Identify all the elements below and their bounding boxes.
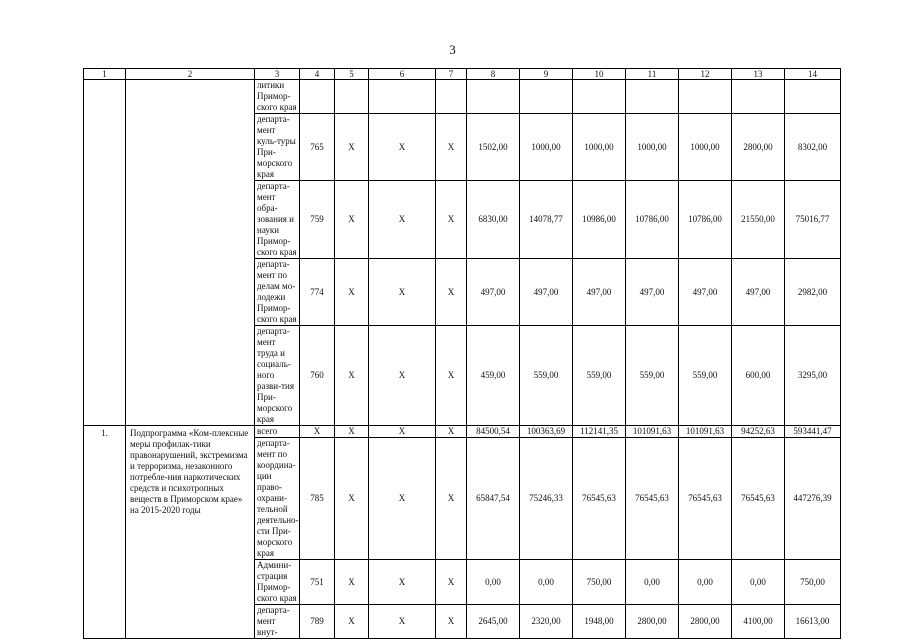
code-cell: Х <box>369 114 436 181</box>
header-row <box>84 69 841 80</box>
amount-cell <box>467 80 520 114</box>
code-cell: Х <box>436 181 467 259</box>
subprogram-name: Подпрограмма «Ком-плексные меры профилак-тики правонарушений, экстремизма и терроризма, незаконного потребле-ния наркотических средств и психотропных веществ в Приморском крае» на 2015-2020 годы <box>126 426 255 639</box>
column-header: 14 <box>785 69 841 80</box>
code-cell: Х <box>369 259 436 326</box>
amount-cell: 2320,00 <box>520 605 573 639</box>
column-header: 12 <box>679 69 732 80</box>
amount-cell: 112141,35 <box>573 426 626 438</box>
code-cell: Х <box>369 181 436 259</box>
code-cell: Х <box>369 438 436 560</box>
column-header: 2 <box>126 69 255 80</box>
amount-cell: 76545,63 <box>626 438 679 560</box>
amount-cell: 0,00 <box>732 560 785 605</box>
recipient-cell: департа-мент внут- <box>255 605 300 639</box>
amount-cell: 94252,63 <box>732 426 785 438</box>
code-cell: 789 <box>300 605 335 639</box>
amount-cell: 8302,00 <box>785 114 841 181</box>
code-cell: Х <box>369 560 436 605</box>
page-number: 3 <box>449 42 456 57</box>
code-cell: Х <box>369 605 436 639</box>
amount-cell: 1000,00 <box>573 114 626 181</box>
amount-cell <box>785 80 841 114</box>
amount-cell: 14078,77 <box>520 181 573 259</box>
amount-cell: 559,00 <box>573 326 626 426</box>
amount-cell: 1502,00 <box>467 114 520 181</box>
amount-cell: 2800,00 <box>626 605 679 639</box>
code-cell <box>300 80 335 114</box>
column-header: 6 <box>369 69 436 80</box>
code-cell: Х <box>436 560 467 605</box>
amount-cell: 750,00 <box>785 560 841 605</box>
amount-cell: 497,00 <box>626 259 679 326</box>
amount-cell: 2800,00 <box>732 114 785 181</box>
amount-cell: 497,00 <box>520 259 573 326</box>
code-cell: Х <box>335 605 369 639</box>
number-cell <box>84 80 126 426</box>
column-header: 1 <box>84 69 126 80</box>
amount-cell: 16613,00 <box>785 605 841 639</box>
amount-cell: 497,00 <box>573 259 626 326</box>
amount-cell: 497,00 <box>467 259 520 326</box>
code-cell: 751 <box>300 560 335 605</box>
amount-cell: 750,00 <box>573 560 626 605</box>
code-cell: Х <box>335 426 369 438</box>
amount-cell <box>626 80 679 114</box>
amount-cell: 0,00 <box>520 560 573 605</box>
code-cell: Х <box>335 259 369 326</box>
column-header: 4 <box>300 69 335 80</box>
recipient-cell: департа-мент труда и социаль-ного разви-тия При-морского края <box>255 326 300 426</box>
recipient-cell: департа-мент обра-зования и науки Примор-ского края <box>255 181 300 259</box>
amount-cell <box>573 80 626 114</box>
column-header: 9 <box>520 69 573 80</box>
code-cell: Х <box>436 605 467 639</box>
amount-cell: 10786,00 <box>679 181 732 259</box>
recipient-cell: департа-мент куль-туры При-морского края <box>255 114 300 181</box>
amount-cell: 497,00 <box>679 259 732 326</box>
amount-cell: 101091,63 <box>626 426 679 438</box>
column-header: 3 <box>255 69 300 80</box>
code-cell: Х <box>300 426 335 438</box>
amount-cell: 1000,00 <box>626 114 679 181</box>
name-cell <box>126 80 255 426</box>
amount-cell: 76545,63 <box>679 438 732 560</box>
amount-cell: 600,00 <box>732 326 785 426</box>
code-cell: 765 <box>300 114 335 181</box>
amount-cell <box>679 80 732 114</box>
code-cell <box>335 80 369 114</box>
code-cell <box>436 80 467 114</box>
amount-cell: 76545,63 <box>573 438 626 560</box>
amount-cell: 2645,00 <box>467 605 520 639</box>
amount-cell: 0,00 <box>467 560 520 605</box>
amount-cell: 10986,00 <box>573 181 626 259</box>
amount-cell: 447276,39 <box>785 438 841 560</box>
code-cell: Х <box>436 114 467 181</box>
amount-cell: 21550,00 <box>732 181 785 259</box>
amount-cell: 559,00 <box>626 326 679 426</box>
code-cell: 759 <box>300 181 335 259</box>
amount-cell: 497,00 <box>732 259 785 326</box>
column-header: 13 <box>732 69 785 80</box>
column-header: 11 <box>626 69 679 80</box>
code-cell <box>369 80 436 114</box>
amount-cell: 84500,54 <box>467 426 520 438</box>
column-header: 8 <box>467 69 520 80</box>
amount-cell: 2982,00 <box>785 259 841 326</box>
column-header: 5 <box>335 69 369 80</box>
amount-cell: 76545,63 <box>732 438 785 560</box>
amount-cell: 1000,00 <box>520 114 573 181</box>
amount-cell: 65847,54 <box>467 438 520 560</box>
subprogram-number: 1. <box>84 426 126 639</box>
code-cell: 785 <box>300 438 335 560</box>
amount-cell: 559,00 <box>679 326 732 426</box>
code-cell: Х <box>335 326 369 426</box>
code-cell: Х <box>335 560 369 605</box>
code-cell: 760 <box>300 326 335 426</box>
code-cell: Х <box>335 114 369 181</box>
code-cell: Х <box>436 259 467 326</box>
code-cell: Х <box>436 438 467 560</box>
column-header: 10 <box>573 69 626 80</box>
amount-cell: 3295,00 <box>785 326 841 426</box>
amount-cell: 75016,77 <box>785 181 841 259</box>
table-row <box>84 80 841 114</box>
amount-cell <box>732 80 785 114</box>
code-cell: Х <box>436 326 467 426</box>
amount-cell: 459,00 <box>467 326 520 426</box>
code-cell: Х <box>335 438 369 560</box>
code-cell: Х <box>335 181 369 259</box>
recipient-cell: департа-мент по делам мо-лодежи Примор-ского края <box>255 259 300 326</box>
amount-cell: 6830,00 <box>467 181 520 259</box>
code-cell: 774 <box>300 259 335 326</box>
amount-cell <box>520 80 573 114</box>
code-cell: Х <box>369 326 436 426</box>
amount-cell: 0,00 <box>626 560 679 605</box>
amount-cell: 101091,63 <box>679 426 732 438</box>
recipient-cell: всего <box>255 426 300 438</box>
code-cell: Х <box>369 426 436 438</box>
recipient-cell: департа-мент по координа-ции право-охрани-тельной деятельно-сти При-морского края <box>255 438 300 560</box>
amount-cell: 75246,33 <box>520 438 573 560</box>
amount-cell: 1948,00 <box>573 605 626 639</box>
recipient-cell: литики Примор-ского края <box>255 80 300 114</box>
amount-cell: 4100,00 <box>732 605 785 639</box>
amount-cell: 0,00 <box>679 560 732 605</box>
amount-cell: 10786,00 <box>626 181 679 259</box>
amount-cell: 1000,00 <box>679 114 732 181</box>
amount-cell: 100363,69 <box>520 426 573 438</box>
column-header: 7 <box>436 69 467 80</box>
code-cell: Х <box>436 426 467 438</box>
amount-cell: 559,00 <box>520 326 573 426</box>
table-row <box>84 426 841 438</box>
amount-cell: 2800,00 <box>679 605 732 639</box>
recipient-cell: Админи-страция Примор-ского края <box>255 560 300 605</box>
budget-table <box>83 68 841 639</box>
amount-cell: 593441,47 <box>785 426 841 438</box>
